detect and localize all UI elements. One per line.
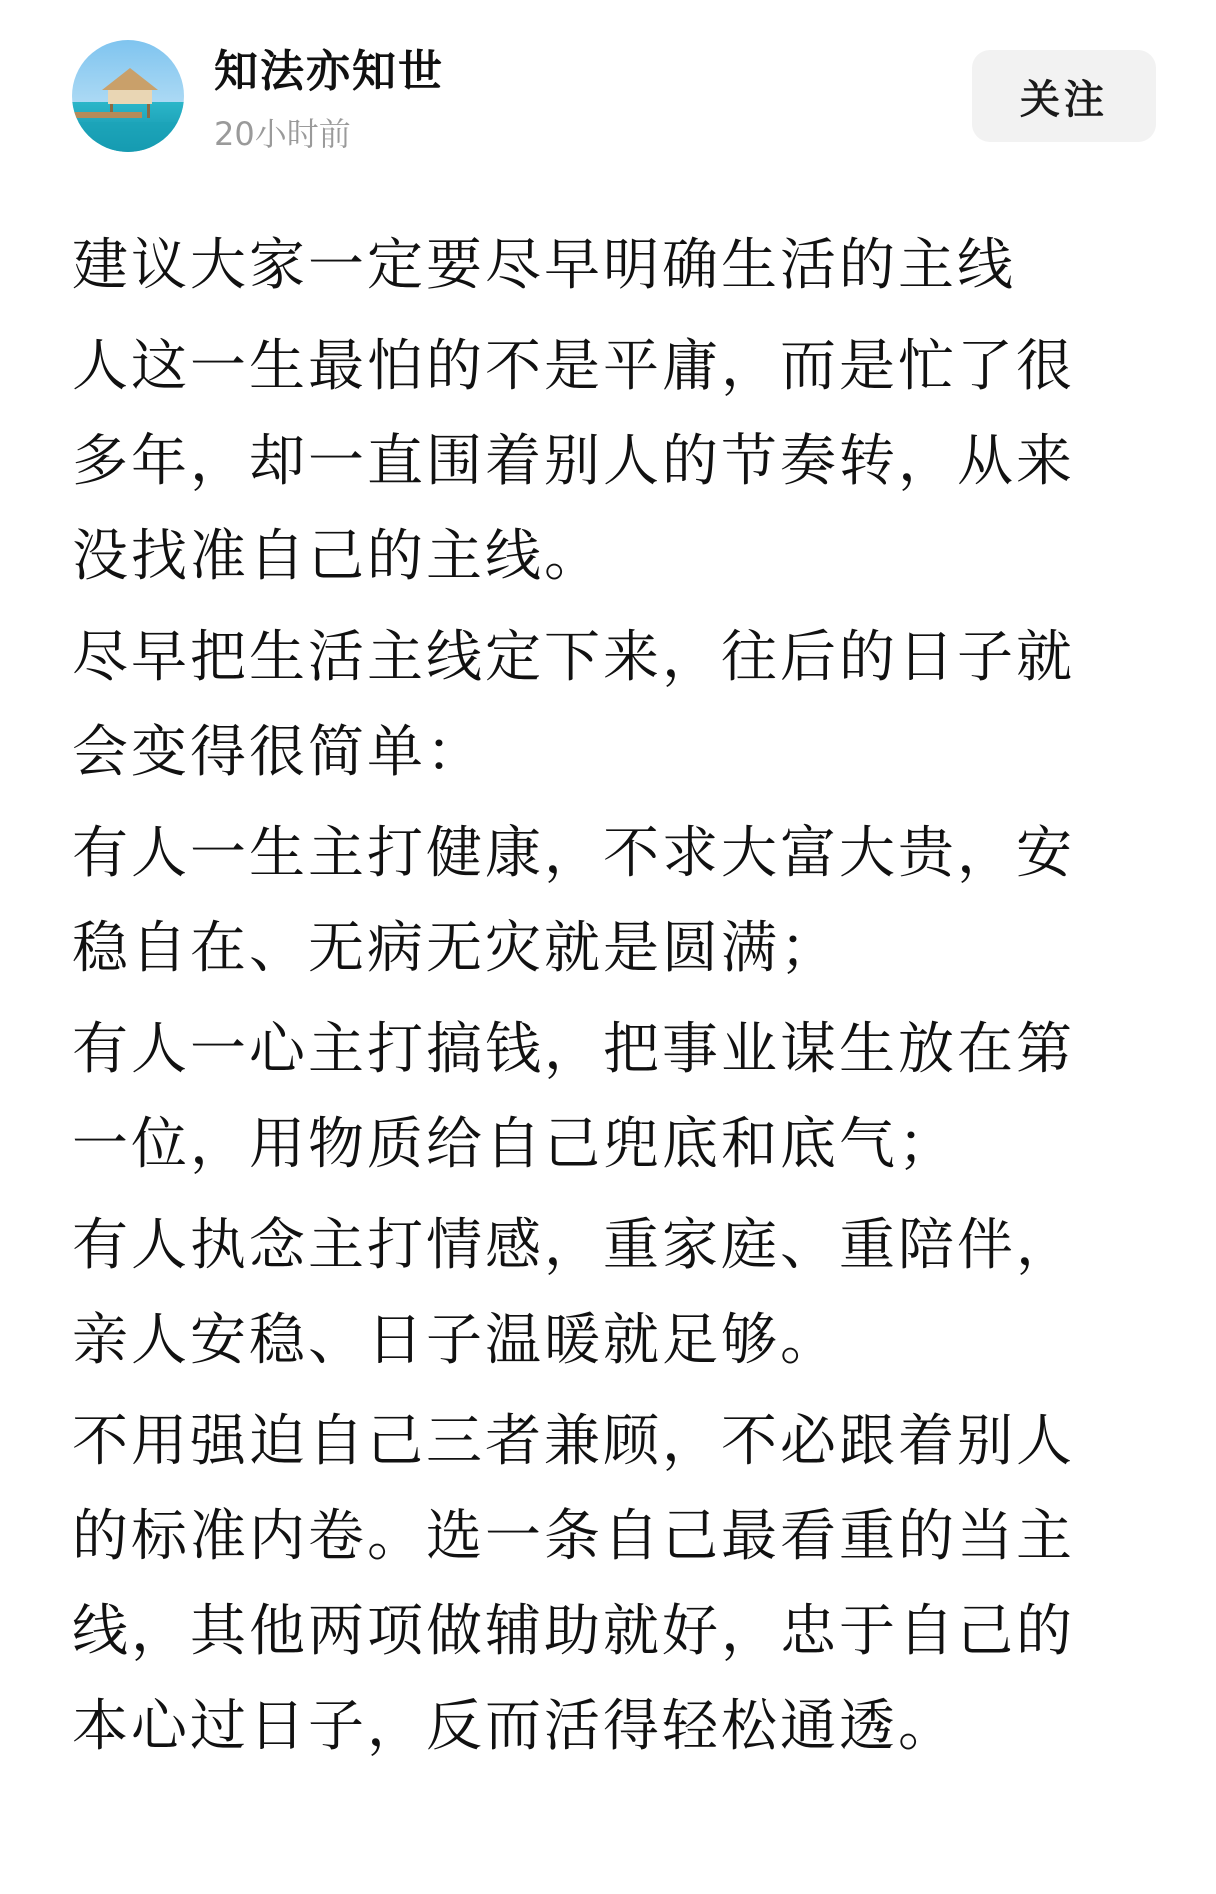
follow-button[interactable]: 关注	[972, 50, 1156, 142]
author-name[interactable]: 知法亦知世	[214, 46, 444, 97]
post-time: 20小时前	[214, 115, 351, 153]
paragraph: 有人一生主打健康，不求大富大贵，安稳自在、无病无灾就是圆满；	[72, 821, 1075, 981]
post-body	[72, 218, 1112, 1774]
paragraph: 有人执念主打情感，重家庭、重陪伴，亲人安稳、日子温暖就足够。	[72, 1213, 1075, 1373]
paragraph: 有人一心主打搞钱，把事业谋生放在第一位，用物质给自己兜底和底气；	[72, 1017, 1075, 1177]
paragraph: 不用强迫自己三者兼顾，不必跟着别人的标准内卷。选一条自己最看重的当主线，其他两项做辅助就好，忠于自己的本心过日子，反而活得轻松通透。	[72, 1409, 1075, 1759]
avatar[interactable]	[72, 40, 184, 152]
beach-hut-avatar-icon	[72, 40, 184, 152]
post-title: 建议大家一定要尽早明确生活的主线	[72, 233, 1016, 298]
paragraph: 人这一生最怕的不是平庸，而是忙了很多年，却一直围着别人的节奏转，从来没找准自己的主线。	[72, 334, 1075, 589]
post-header	[0, 0, 1216, 170]
paragraph: 尽早把生活主线定下来，往后的日子就会变得很简单：	[72, 625, 1075, 785]
